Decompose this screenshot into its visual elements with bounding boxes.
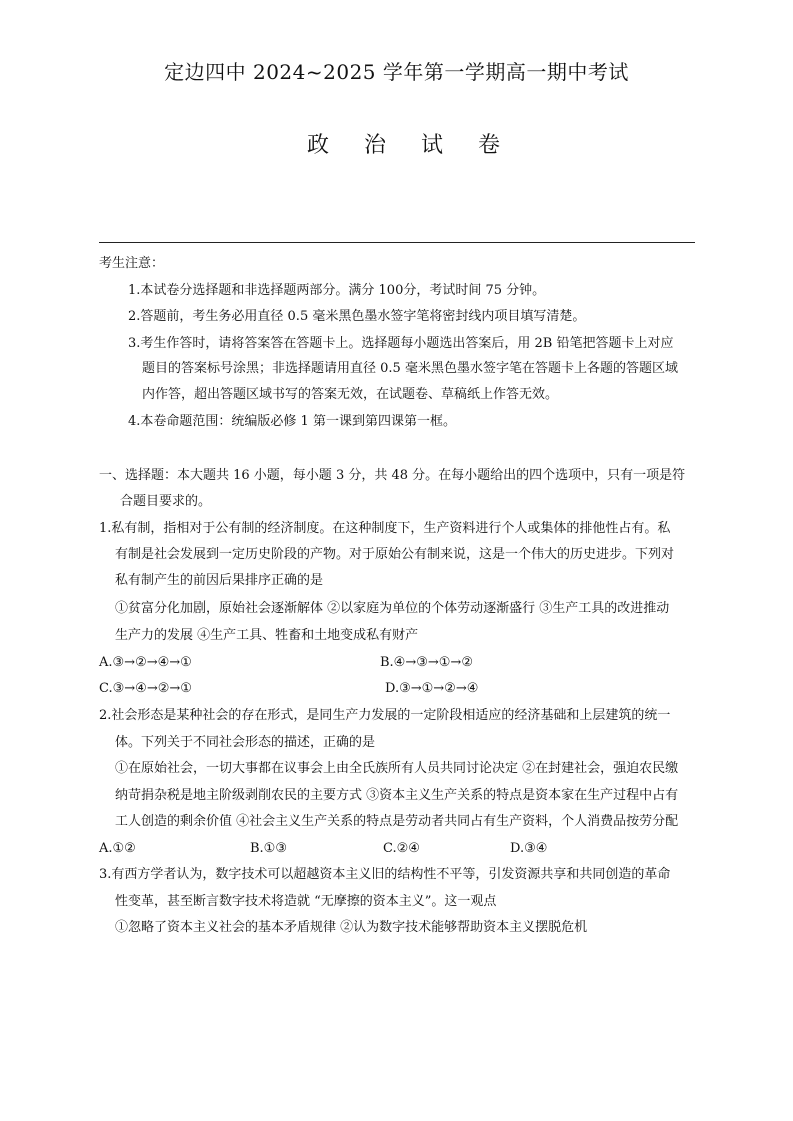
notice-item: 4.本卷命题范围：统编版必修 1 第一课到第四课第一框。	[128, 414, 456, 429]
question-1-statements: 生产力的发展 ④生产工具、牲畜和土地变成私有财产	[115, 628, 419, 643]
question-2-option-c: C.②④	[383, 841, 420, 856]
notice-item-continued: 题目的答案标号涂黑；非选择题请用直径 0.5 毫米黑色墨水签字笔在答题卡上各题的答题区域	[142, 361, 678, 376]
question-1-option-b: B.④→③→①→②	[380, 655, 473, 670]
question-2-option-d: D.③④	[510, 841, 548, 856]
question-1-option-d: D.③→①→②→④	[385, 681, 479, 696]
question-1-option-a: A.③→②→④→①	[99, 655, 192, 670]
question-3-statements: ①忽略了资本主义社会的基本矛盾规律 ②认为数字技术能够帮助资本主义摆脱危机	[115, 920, 588, 935]
question-2-statements: 纳苛捐杂税是地主阶级剥削农民的主要方式 ③资本主义生产关系的特点是资本家在生产过程中占有	[115, 788, 679, 803]
question-1-statements: ①贫富分化加剧，原始社会逐渐解体 ②以家庭为单位的个体劳动逐渐盛行 ③生产工具的改进推动	[115, 601, 670, 616]
question-3-text: 3.有西方学者认为，数字技术可以超越资本主义旧的结构性不平等，引发资源共享和共同创造的革命	[99, 867, 671, 882]
exam-title: 定边四中 2024~2025 学年第一学期高一期中考试	[164, 60, 629, 84]
question-2-text: 体。下列关于不同社会形态的描述，正确的是	[115, 735, 376, 750]
question-2-option-b: B.①③	[250, 841, 287, 856]
exam-subtitle: 政 治 试 卷	[307, 133, 514, 158]
question-1-text: 私有制产生的前因后果排序正确的是	[115, 573, 324, 588]
question-2-statements: 工人创造的剩余价值 ④社会主义生产关系的特点是劳动者共同占有生产资料，个人消费品按劳分配	[115, 814, 679, 829]
question-1-text: 有制是社会发展到一定历史阶段的产物。对于原始公有制来说，这是一个伟大的历史进步。下列对	[115, 547, 675, 562]
notice-heading: 考生注意：	[99, 256, 165, 271]
question-2-option-a: A.①②	[99, 841, 136, 856]
question-1-option-c: C.③→④→②→①	[99, 681, 192, 696]
question-2-statements: ①在原始社会，一切大事都在议事会上由全氏族所有人员共同讨论决定 ②在封建社会，强迫农民缴	[115, 761, 679, 776]
notice-item: 1.本试卷分选择题和非选择题两部分。满分 100分，考试时间 75 分钟。	[128, 283, 546, 298]
question-3-text: 性变革，甚至断言数字技术将造就 “无摩擦的资本主义”。这一观点	[115, 894, 497, 909]
notice-item-continued: 内作答，超出答题区域书写的答案无效，在试题卷、草稿纸上作答无效。	[142, 387, 559, 402]
notice-item: 2.答题前，考生务必用直径 0.5 毫米黑色墨水签字笔将密封线内项目填写清楚。	[128, 309, 586, 324]
notice-item: 3.考生作答时，请将答案答在答题卡上。选择题每小题选出答案后，用 2B 铅笔把答题卡上对应	[128, 336, 674, 351]
section-instruction-continued: 合题目要求的。	[120, 494, 212, 509]
section-instruction: 一、选择题：本大题共 16 小题，每小题 3 分，共 48 分。在每小题给出的四个选项中，只有一项是符	[99, 468, 686, 483]
header-divider	[99, 242, 695, 243]
question-1-text: 1.私有制，指相对于公有制的经济制度。在这种制度下，生产资料进行个人或集体的排他性占有。私	[99, 521, 671, 536]
question-2-text: 2.社会形态是某种社会的存在形式，是同生产力发展的一定阶段相适应的经济基础和上层建筑的统一	[99, 708, 671, 723]
